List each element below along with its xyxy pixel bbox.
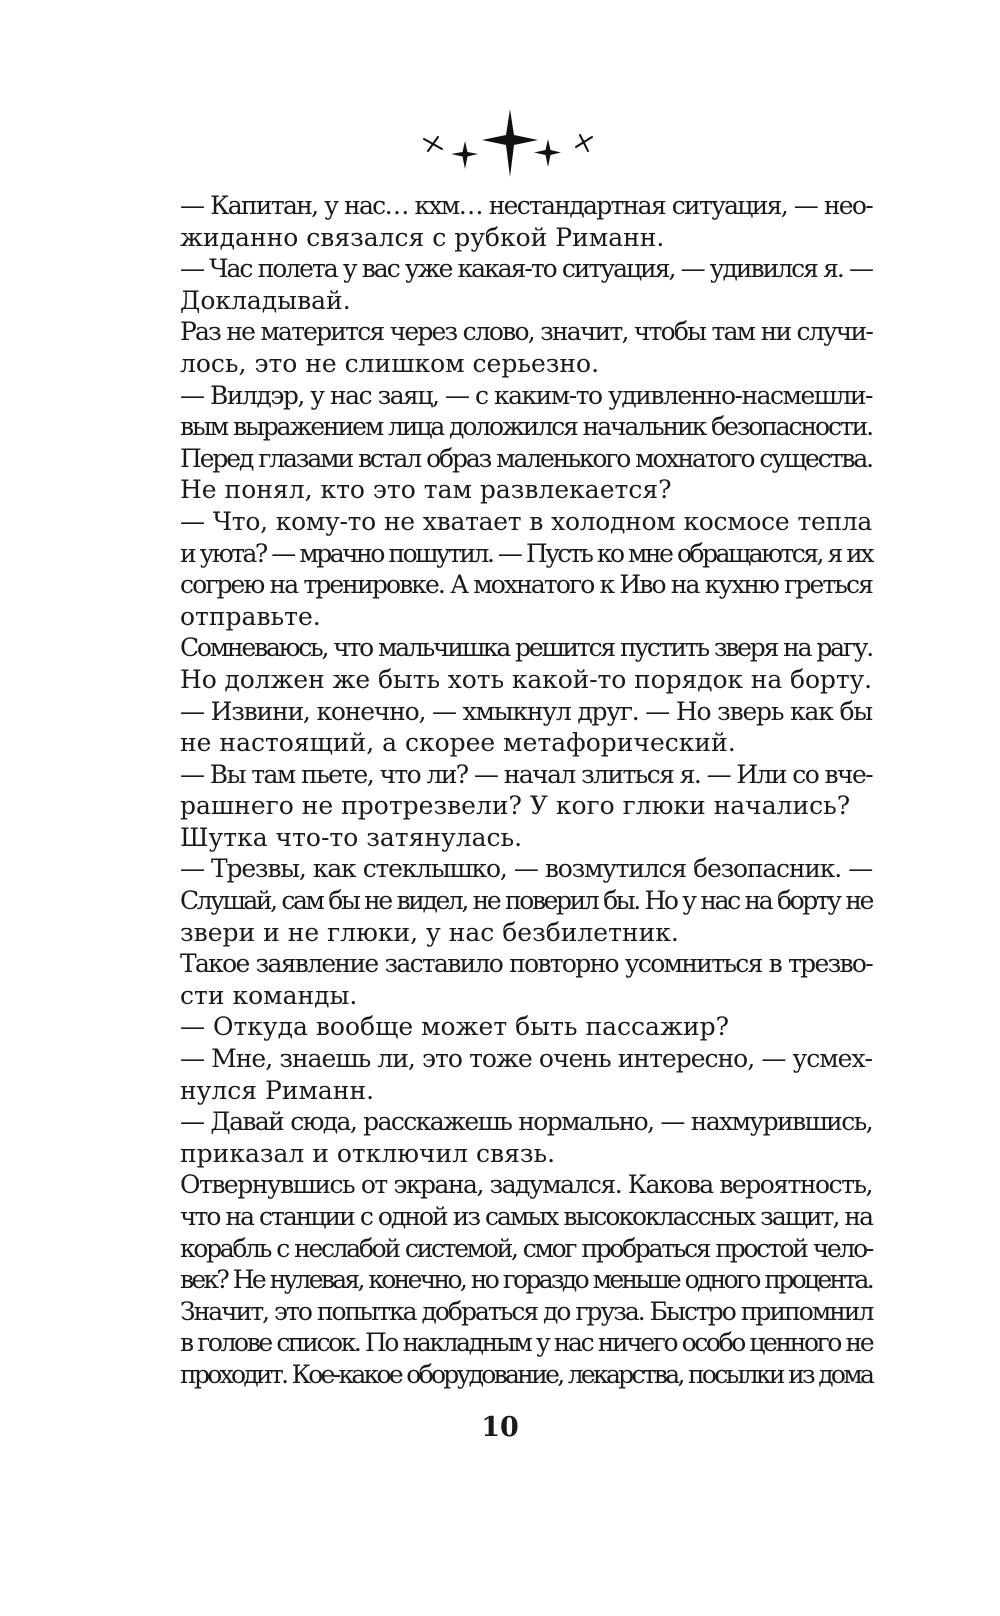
text-line: и уюта? — мрачно пошутил. — Пусть ко мне обращаются, я их [180,538,872,568]
text-line: в голове список. По накладным у нас ничего особо ценного не [180,1328,873,1358]
text-line: Значит, это попытка добраться до груза. Быстро припомнил [180,1296,873,1326]
text-line: Докладывай. [180,285,351,315]
paragraph [180,1169,872,1390]
text-line: не настоящий, а скорее метафорический. [180,728,736,758]
text-line: Такое заявление заставило повторно усомниться в трезво- [180,949,872,979]
text-line: — Что, кому-то не хватает в холодном космосе тепла [180,506,872,536]
text-line: согрею на тренировке. А мохнатого к Иво на кухню греться [180,570,872,600]
text-line: Но должен же быть хоть какой-то порядок на борту. [180,664,872,694]
text-line: рашнего не протрезвели? У кого глюки начались? [180,791,851,821]
page-number: 10 [481,1412,519,1443]
text-line: Не понял, кто это там развлекается? [180,475,672,505]
text-line: Шутка что-то затянулась. [180,822,523,852]
text-line: сти команды. [180,980,358,1010]
text-line: — Извини, конечно, — хмыкнул друг. — Но зверь как бы [180,696,872,726]
text-line: приказал и отключил связь. [180,1138,556,1168]
paragraph [180,1011,872,1043]
paragraph [180,822,872,854]
text-line: проходит. Кое-какое оборудование, лекарства, посылки из дома [180,1359,873,1389]
star-ornament-icon [420,105,600,185]
text-line: звери и не глюки, у нас безбилетник. [180,917,679,947]
text-line: — Откуда вообще может быть пассажир? [180,1012,730,1042]
text-line: корабль с неслабой системой, смог пробраться простой чело- [180,1233,872,1263]
text-line: — Вы там пьете, что ли? — начал злиться я. — Или со вче- [180,759,872,789]
paragraph [180,506,872,632]
paragraph [180,696,872,759]
text-line: Сомневаюсь, что мальчишка решится пустить зверя на рагу. [180,633,872,663]
text-line: — Мне, знаешь ли, это тоже очень интересно, — усмех- [180,1044,872,1074]
text-line: — Вилдэр, у нас заяц, — с каким-то удивленно-насмешли- [180,380,872,410]
body-text [180,190,872,1391]
paragraph [180,759,872,822]
paragraph [180,316,872,379]
text-line: Перед глазами встал образ маленького мохнатого существа. [180,443,872,473]
paragraph [180,380,872,443]
text-line: Слушай, сам бы не видел, не поверил бы. Но у нас на борту не [180,886,872,916]
paragraph [180,853,872,948]
text-line: нулся Риманн. [180,1075,375,1105]
paragraph [180,1043,872,1106]
text-line: лось, это не слишком серьезно. [180,348,600,378]
text-line: жиданно связался с рубкой Риманн. [180,222,665,252]
text-line: — Капитан, у нас… кхм… нестандартная ситуация, — нео- [180,191,872,220]
paragraph [180,190,872,253]
text-line: век? Не нулевая, конечно, но гораздо меньше одного процента. [180,1265,872,1295]
text-line: — Давай сюда, расскажешь нормально, — нахмурившись, [180,1107,872,1137]
text-line: что на станции с одной из самых высококлассных защит, на [180,1202,872,1231]
paragraph [180,948,872,1011]
paragraph [180,443,872,506]
text-line: — Час полета у вас уже какая-то ситуация, — удивился я. — [180,254,872,284]
text-line: Отвернувшись от экрана, задумался. Какова вероятность, [180,1170,872,1200]
text-line: Раз не матерится через слово, значит, чтобы там ни случи- [180,317,872,347]
text-line: отправьте. [180,601,321,631]
paragraph [180,1106,872,1169]
text-line: вым выражением лица доложился начальник безопасности. [180,412,873,442]
text-line: — Трезвы, как стеклышко, — возмутился безопасник. — [180,854,872,884]
paragraph [180,632,872,695]
paragraph [180,253,872,316]
